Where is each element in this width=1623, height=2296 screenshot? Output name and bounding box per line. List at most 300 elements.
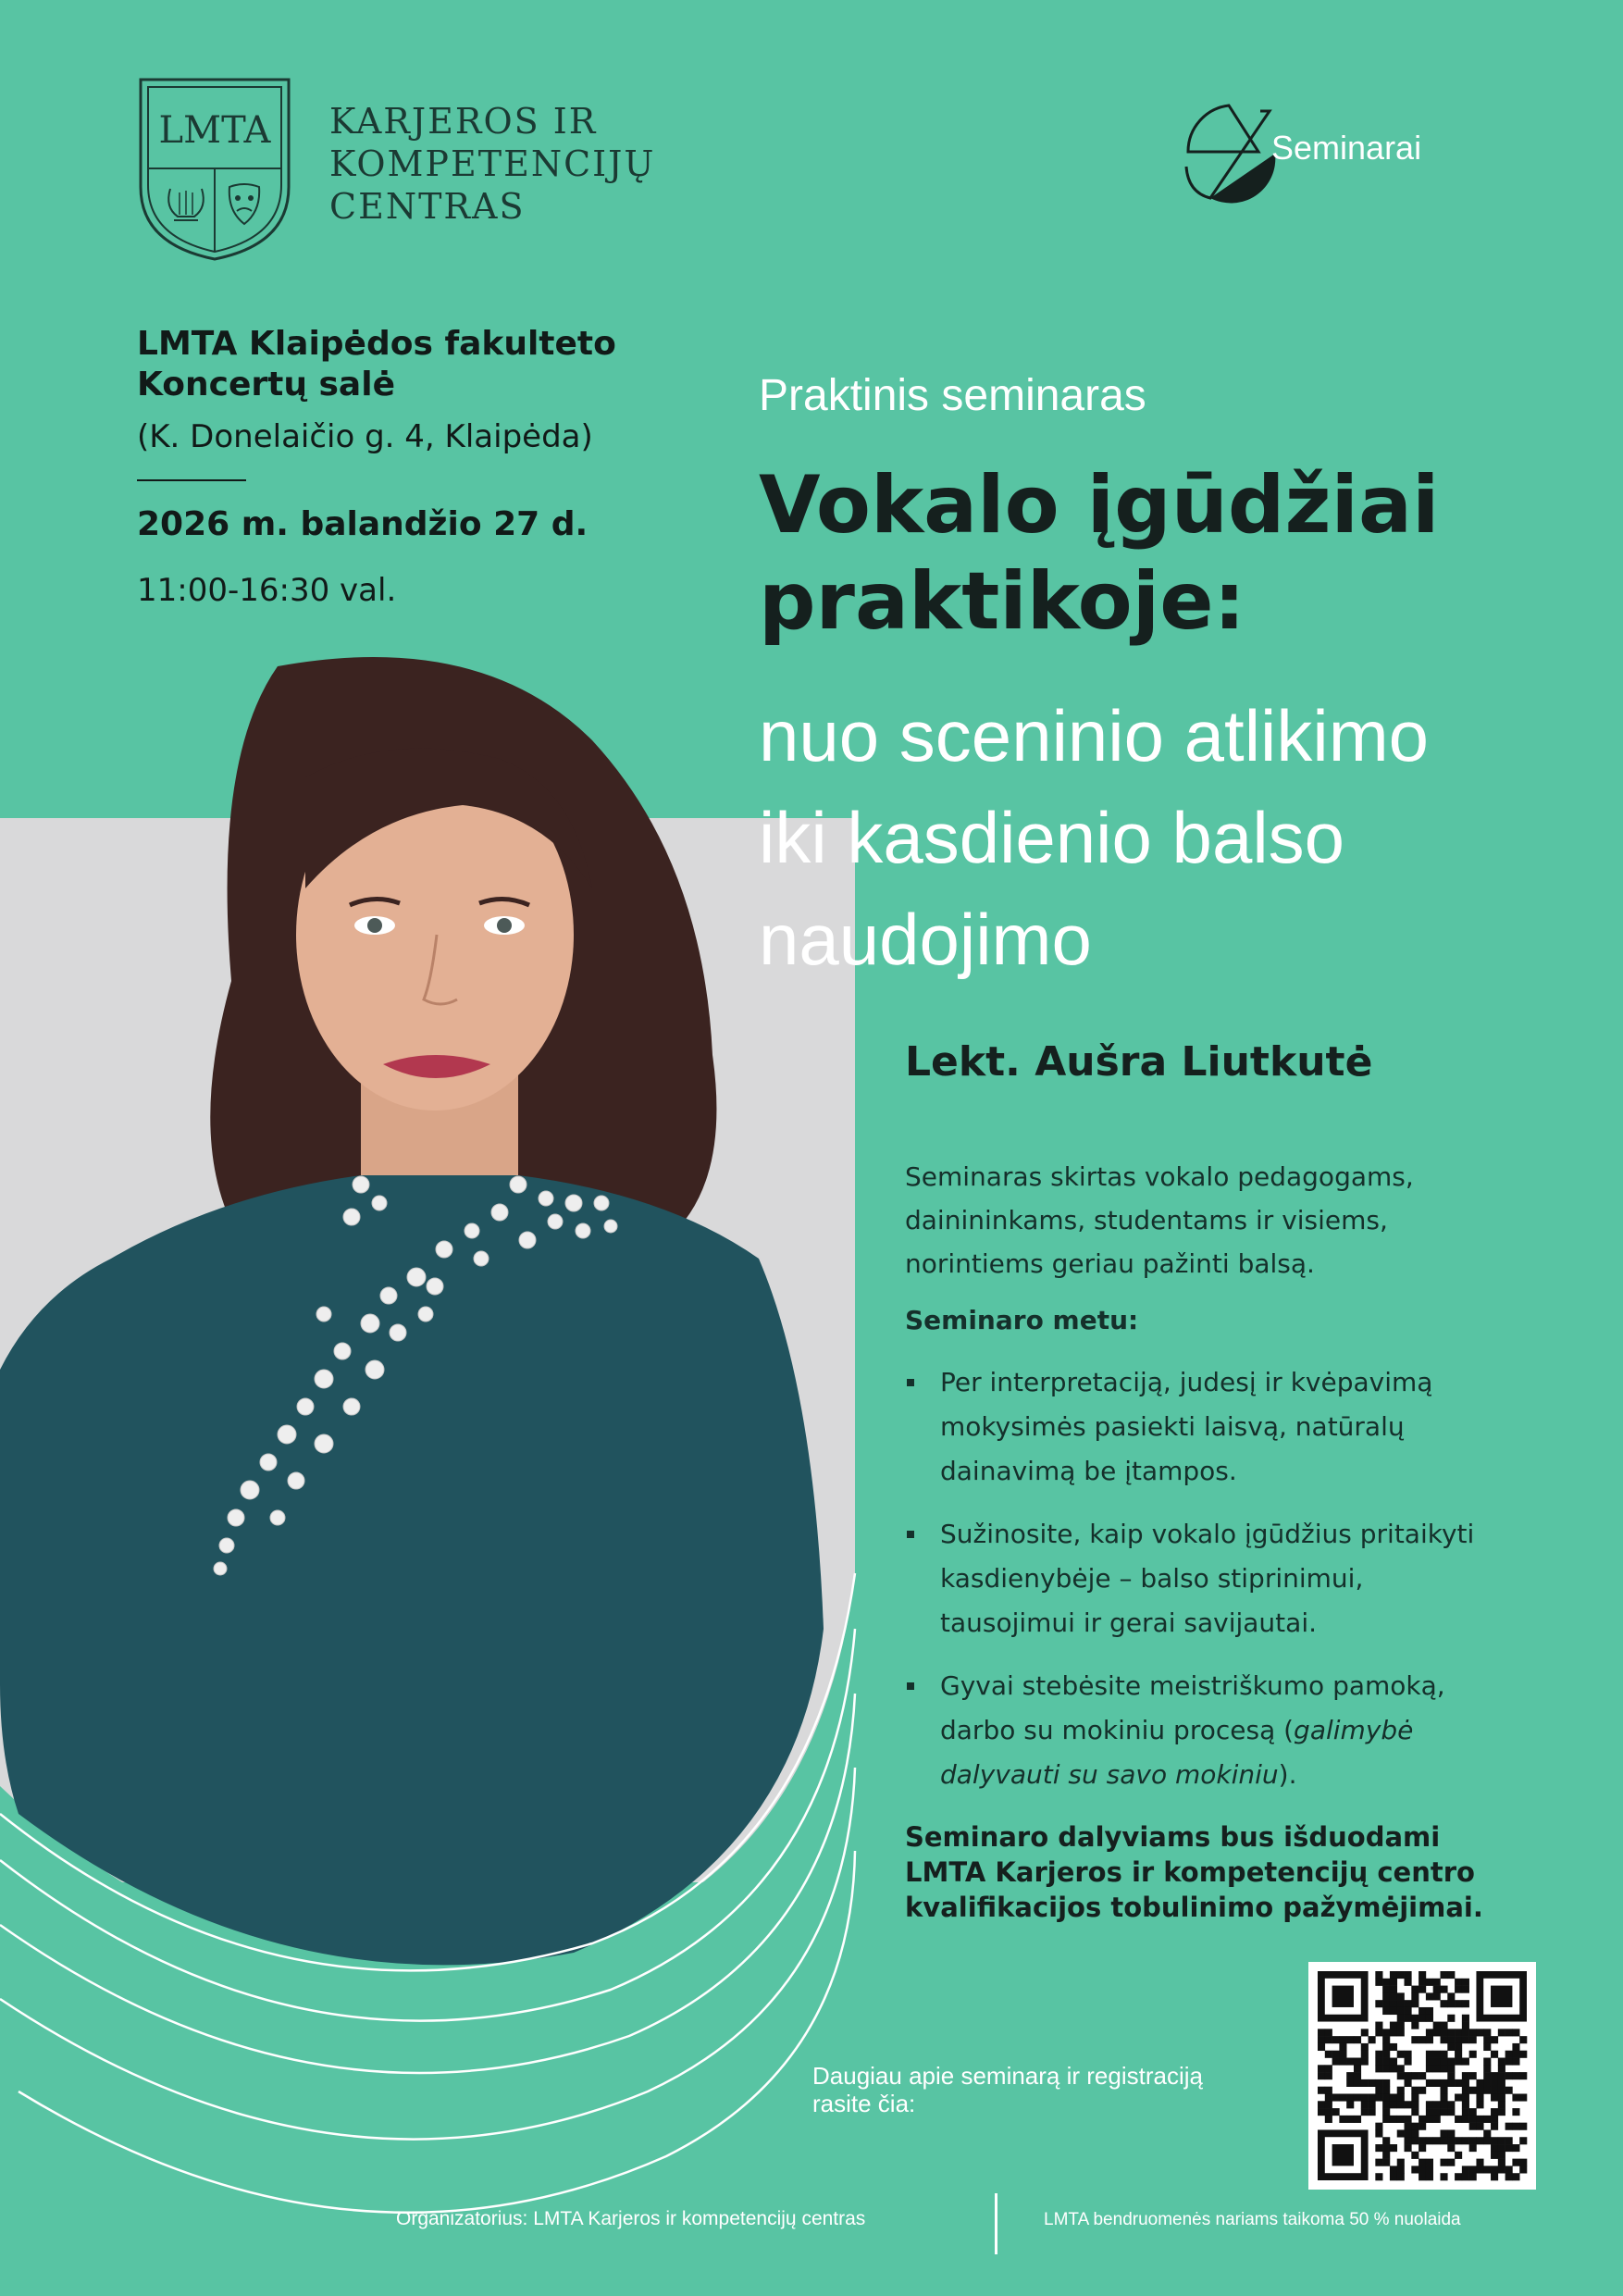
during-heading: Seminaro metu: <box>905 1305 1139 1335</box>
qr-module <box>1325 2072 1332 2079</box>
lecturer-portrait <box>0 648 870 2296</box>
qr-module <box>1419 2144 1426 2152</box>
qr-module <box>1440 2101 1447 2108</box>
qr-module <box>1455 2152 1462 2159</box>
qr-module <box>1411 2129 1419 2137</box>
bullet-line: tausojimui ir gerai savijautai. <box>940 1607 1317 1638</box>
qr-module <box>1440 1971 1447 1979</box>
qr-module <box>1354 2072 1361 2079</box>
qr-module <box>1433 2065 1441 2072</box>
qr-module <box>1483 2072 1491 2079</box>
qr-module <box>1440 2051 1447 2058</box>
qr-module <box>1519 2166 1527 2173</box>
qr-module <box>1462 1979 1469 1986</box>
qr-module <box>1339 2093 1346 2101</box>
qr-module <box>1375 2173 1382 2180</box>
qr-module <box>1369 2108 1376 2116</box>
qr-module <box>1447 1992 1455 2000</box>
discount-text: LMTA bendruomenės nariams taikoma 50 % nuolaida <box>1044 2210 1461 2229</box>
qr-module <box>1411 2015 1419 2022</box>
venue-line: LMTA Klaipėdos fakulteto <box>137 325 616 363</box>
qr-module <box>1491 2079 1498 2087</box>
qr-module <box>1397 2093 1405 2101</box>
qr-module <box>1440 2093 1447 2101</box>
qr-module <box>1433 2101 1441 2108</box>
qr-module <box>1483 2129 1491 2137</box>
qr-module <box>1455 2116 1462 2123</box>
qr-module <box>1361 2079 1369 2087</box>
qr-module <box>1491 2173 1498 2180</box>
qr-module <box>1469 2072 1477 2079</box>
qr-module <box>1318 2036 1325 2043</box>
qr-module <box>1411 2123 1419 2130</box>
intro-line: Seminaras skirtas vokalo pedagogams, <box>905 1161 1414 1192</box>
qr-module <box>1375 2058 1382 2066</box>
qr-module <box>1440 2058 1447 2066</box>
qr-module <box>1433 1986 1441 1993</box>
seminar-label: Seminarai <box>1271 129 1422 167</box>
qr-module <box>1483 2079 1491 2087</box>
certificate-line: kvalifikacijos tobulinimo pažymėjimai. <box>905 1892 1483 1923</box>
qr-module <box>1411 2137 1419 2144</box>
qr-module <box>1405 2079 1412 2087</box>
qr-module <box>1469 2144 1477 2152</box>
qr-module <box>1491 2087 1498 2094</box>
qr-module <box>1455 2137 1462 2144</box>
qr-module <box>1375 2000 1382 2007</box>
qr-module <box>1419 2072 1426 2079</box>
qr-module <box>1519 2072 1527 2079</box>
qr-module <box>1447 2058 1455 2066</box>
qr-module <box>1397 2051 1405 2058</box>
qr-module <box>1419 2123 1426 2130</box>
qr-module <box>1462 2058 1469 2066</box>
qr-module <box>1462 2087 1469 2094</box>
qr-module <box>1405 1979 1412 1986</box>
qr-module <box>1419 2173 1426 2180</box>
qr-module <box>1369 2036 1376 2043</box>
bullet-line: mokysimės pasiekti laisvą, natūralų <box>940 1411 1405 1442</box>
qr-module <box>1354 2036 1361 2043</box>
bullet-text: darbo su mokiniu procesą ( <box>940 1715 1295 1745</box>
qr-finder-pattern <box>1491 1986 1512 2007</box>
qr-module <box>1332 2093 1340 2101</box>
qr-module <box>1318 2108 1325 2116</box>
qr-module <box>1491 2036 1498 2043</box>
qr-module <box>1447 2137 1455 2144</box>
registration-info <box>812 2062 1294 2117</box>
qr-module <box>1433 2137 1441 2144</box>
qr-module <box>1426 2029 1433 2036</box>
qr-module <box>1491 2116 1498 2123</box>
qr-module <box>1375 2129 1382 2137</box>
qr-module <box>1411 1992 1419 2000</box>
qr-module <box>1519 2159 1527 2166</box>
qr-module <box>1411 1986 1419 1993</box>
qr-module <box>1512 2029 1519 2036</box>
qr-module <box>1491 2152 1498 2159</box>
lecturer-name: Lekt. Aušra Liutkutė <box>905 1038 1373 1086</box>
qr-module <box>1411 2072 1419 2079</box>
bullet-line <box>940 1753 1516 1797</box>
qr-module <box>1440 2108 1447 2116</box>
qr-module <box>1462 2022 1469 2029</box>
qr-module <box>1440 2079 1447 2087</box>
qr-module <box>1339 2116 1346 2123</box>
qr-module <box>1325 2093 1332 2101</box>
qr-module <box>1390 1979 1397 1986</box>
qr-module <box>1346 2101 1354 2108</box>
qr-module <box>1325 2108 1332 2116</box>
qr-module <box>1476 2093 1483 2101</box>
qr-module <box>1483 2137 1491 2144</box>
qr-module <box>1433 2108 1441 2116</box>
qr-module <box>1426 2058 1433 2066</box>
qr-module <box>1455 2079 1462 2087</box>
title-line: praktikoje: <box>759 555 1245 648</box>
qr-module <box>1483 2166 1491 2173</box>
qr-module <box>1469 2036 1477 2043</box>
qr-module <box>1426 2079 1433 2087</box>
qr-module <box>1505 2166 1513 2173</box>
qr-module <box>1405 2015 1412 2022</box>
certificate-note <box>905 1819 1534 1925</box>
qr-module <box>1419 2116 1426 2123</box>
qr-module <box>1405 2000 1412 2007</box>
qr-module <box>1390 2007 1397 2015</box>
bullet-text: ). <box>1278 1759 1297 1790</box>
qr-module <box>1455 2058 1462 2066</box>
qr-module <box>1440 2065 1447 2072</box>
qr-module <box>1491 2123 1498 2130</box>
qr-module <box>1483 2036 1491 2043</box>
qr-module <box>1462 2108 1469 2116</box>
qr-module <box>1498 2087 1505 2094</box>
qr-module <box>1505 2144 1513 2152</box>
qr-module <box>1469 2108 1477 2116</box>
qr-module <box>1390 2144 1397 2152</box>
qr-module <box>1382 2036 1390 2043</box>
qr-module <box>1483 2029 1491 2036</box>
qr-module <box>1411 2000 1419 2007</box>
career-center-name <box>329 100 655 228</box>
qr-module <box>1369 2093 1376 2101</box>
qr-module <box>1512 2072 1519 2079</box>
qr-module <box>1476 2087 1483 2094</box>
qr-module <box>1339 2043 1346 2051</box>
venue-address: (K. Donelaičio g. 4, Klaipėda) <box>137 418 593 455</box>
qr-module <box>1354 2116 1361 2123</box>
qr-module <box>1346 2058 1354 2066</box>
qr-module <box>1426 2036 1433 2043</box>
qr-module <box>1498 2029 1505 2036</box>
qr-finder-pattern <box>1332 2144 1354 2166</box>
qr-module <box>1512 2058 1519 2066</box>
qr-module <box>1361 2058 1369 2066</box>
qr-module <box>1405 2116 1412 2123</box>
qr-module <box>1419 2007 1426 2015</box>
qr-module <box>1397 2029 1405 2036</box>
qr-module <box>1354 2058 1361 2066</box>
qr-module <box>1483 2043 1491 2051</box>
qr-module <box>1455 2043 1462 2051</box>
qr-module <box>1455 2093 1462 2101</box>
registration-line: rasite čia: <box>812 2090 916 2117</box>
qr-module <box>1447 2159 1455 2166</box>
qr-module <box>1491 2166 1498 2173</box>
qr-module <box>1397 2173 1405 2180</box>
qr-module <box>1512 2093 1519 2101</box>
qr-module <box>1483 2065 1491 2072</box>
qr-module <box>1318 2087 1325 2094</box>
qr-module <box>1405 2058 1412 2066</box>
qr-module <box>1440 1986 1447 1993</box>
qr-module <box>1462 2079 1469 2087</box>
qr-module <box>1440 2000 1447 2007</box>
qr-module <box>1447 2015 1455 2022</box>
registration-line: Daugiau apie seminarą ir registraciją <box>812 2062 1203 2090</box>
qr-module <box>1397 2166 1405 2173</box>
qr-module <box>1382 2087 1390 2094</box>
qr-module <box>1339 2051 1346 2058</box>
qr-module <box>1419 2036 1426 2043</box>
qr-module <box>1433 2058 1441 2066</box>
qr-module <box>1354 2093 1361 2101</box>
qr-module <box>1419 2137 1426 2144</box>
qr-finder-pattern <box>1332 1986 1354 2007</box>
qr-module <box>1382 2152 1390 2159</box>
qr-module <box>1375 1979 1382 1986</box>
qr-module <box>1519 2036 1527 2043</box>
qr-module <box>1426 2015 1433 2022</box>
qr-module <box>1433 1992 1441 2000</box>
qr-module <box>1426 1992 1433 2000</box>
qr-module <box>1469 2029 1477 2036</box>
qr-module <box>1382 2116 1390 2123</box>
qr-module <box>1361 2101 1369 2108</box>
qr-module <box>1519 2093 1527 2101</box>
qr-module <box>1419 2159 1426 2166</box>
qr-module <box>1405 2123 1412 2130</box>
qr-module <box>1405 2007 1412 2015</box>
qr-module <box>1447 2079 1455 2087</box>
qr-module <box>1411 2093 1419 2101</box>
qr-module <box>1447 2129 1455 2137</box>
qr-module <box>1505 2087 1513 2094</box>
qr-module <box>1498 2079 1505 2087</box>
qr-module <box>1405 1971 1412 1979</box>
qr-module <box>1426 2065 1433 2072</box>
qr-module <box>1390 2029 1397 2036</box>
qr-module <box>1411 2087 1419 2094</box>
qr-module <box>1339 2036 1346 2043</box>
qr-module <box>1476 2123 1483 2130</box>
qr-module <box>1375 2159 1382 2166</box>
qr-module <box>1462 2015 1469 2022</box>
qr-module <box>1498 2065 1505 2072</box>
bullet-line: Sužinosite, kaip vokalo įgūdžius pritaikyti <box>940 1519 1475 1549</box>
qr-module <box>1375 2123 1382 2130</box>
qr-module <box>1397 2101 1405 2108</box>
qr-module <box>1505 2072 1513 2079</box>
qr-module <box>1462 2137 1469 2144</box>
qr-module <box>1382 2051 1390 2058</box>
qr-module <box>1332 2051 1340 2058</box>
qr-module <box>1476 2116 1483 2123</box>
qr-module <box>1447 2000 1455 2007</box>
qr-module <box>1455 1986 1462 1993</box>
qr-module <box>1419 2087 1426 2094</box>
qr-module <box>1462 2093 1469 2101</box>
qr-module <box>1382 2043 1390 2051</box>
bullet-line: kasdienybėje – balso stiprinimui, <box>940 1563 1364 1594</box>
qr-module <box>1447 2072 1455 2079</box>
qr-module <box>1411 2101 1419 2108</box>
qr-module <box>1382 2065 1390 2072</box>
qr-module <box>1419 2015 1426 2022</box>
qr-module <box>1426 2166 1433 2173</box>
qr-module <box>1498 2144 1505 2152</box>
qr-module <box>1483 2087 1491 2094</box>
qr-module <box>1505 2173 1513 2180</box>
qr-module <box>1318 2043 1325 2051</box>
qr-module <box>1382 2058 1390 2066</box>
qr-module <box>1397 2072 1405 2079</box>
qr-module <box>1440 2173 1447 2180</box>
qr-module <box>1455 1979 1462 1986</box>
qr-module <box>1505 2137 1513 2144</box>
bullet-italic-text: dalyvauti su savo mokiniu <box>940 1759 1279 1790</box>
qr-module <box>1426 1979 1433 1986</box>
qr-module <box>1462 2101 1469 2108</box>
qr-module <box>1498 2166 1505 2173</box>
qr-module <box>1405 2129 1412 2137</box>
qr-module <box>1369 2079 1376 2087</box>
qr-module <box>1505 2051 1513 2058</box>
qr-module <box>1325 2116 1332 2123</box>
qr-module <box>1318 2065 1325 2072</box>
qr-module <box>1491 2144 1498 2152</box>
qr-module <box>1354 2065 1361 2072</box>
qr-module <box>1375 2065 1382 2072</box>
qr-module <box>1426 2101 1433 2108</box>
qr-module <box>1382 2159 1390 2166</box>
qr-module <box>1339 2058 1346 2066</box>
venue <box>137 324 616 405</box>
bullet-italic-text: galimybė <box>1294 1715 1414 1745</box>
qr-module <box>1426 2137 1433 2144</box>
seminar-kicker: Praktinis seminaras <box>759 371 1146 420</box>
qr-module <box>1476 2159 1483 2166</box>
qr-module <box>1512 2144 1519 2152</box>
qr-module <box>1498 2137 1505 2144</box>
qr-module <box>1405 2144 1412 2152</box>
event-time: 11:00-16:30 val. <box>137 572 397 609</box>
qr-module <box>1375 2087 1382 2094</box>
registration-qr-code[interactable] <box>1308 1962 1536 2190</box>
qr-module <box>1462 2029 1469 2036</box>
qr-module <box>1491 2108 1498 2116</box>
qr-module <box>1390 2022 1397 2029</box>
qr-module <box>1462 2116 1469 2123</box>
qr-module <box>1476 2029 1483 2036</box>
qr-module <box>1390 1992 1397 2000</box>
qr-module <box>1346 2093 1354 2101</box>
qr-module <box>1512 2051 1519 2058</box>
subtitle-line: nuo sceninio atlikimo <box>759 695 1430 776</box>
bullet-line: Per interpretaciją, judesį ir kvėpavimą <box>940 1367 1433 1397</box>
qr-module <box>1447 2108 1455 2116</box>
qr-module <box>1390 2116 1397 2123</box>
qr-module <box>1382 2137 1390 2144</box>
qr-module <box>1382 2093 1390 2101</box>
bullet-line: Gyvai stebėsite meistriškumo pamoką, <box>940 1670 1445 1701</box>
qr-module <box>1346 2072 1354 2079</box>
qr-module <box>1469 2166 1477 2173</box>
qr-module <box>1405 2137 1412 2144</box>
qr-module <box>1469 2051 1477 2058</box>
bullet-item <box>905 1512 1516 1645</box>
qr-module <box>1411 2036 1419 2043</box>
qr-module <box>1405 2051 1412 2058</box>
venue-line: Koncertų salė <box>137 366 395 403</box>
qr-module <box>1440 2029 1447 2036</box>
qr-module <box>1469 2137 1477 2144</box>
qr-module <box>1411 2108 1419 2116</box>
qr-module <box>1397 2000 1405 2007</box>
qr-module <box>1390 2093 1397 2101</box>
qr-module <box>1397 2007 1405 2015</box>
title-line: Vokalo įgūdžiai <box>759 459 1440 552</box>
qr-module <box>1476 2079 1483 2087</box>
qr-module <box>1397 2015 1405 2022</box>
qr-module <box>1325 2029 1332 2036</box>
qr-module <box>1455 2000 1462 2007</box>
qr-module <box>1440 2022 1447 2029</box>
qr-module <box>1447 2101 1455 2108</box>
qr-module <box>1411 2166 1419 2173</box>
qr-module <box>1491 2137 1498 2144</box>
qr-module <box>1397 1971 1405 1979</box>
qr-module <box>1346 2079 1354 2087</box>
qr-module <box>1382 1992 1390 2000</box>
qr-module <box>1411 2152 1419 2159</box>
qr-module <box>1397 2087 1405 2094</box>
qr-module <box>1325 2087 1332 2094</box>
seminar-subtitle <box>759 685 1429 990</box>
qr-module <box>1476 2137 1483 2144</box>
center-name-line: KARJEROS IR <box>329 101 598 142</box>
qr-module <box>1498 2101 1505 2108</box>
qr-module <box>1512 2173 1519 2180</box>
qr-module <box>1440 2129 1447 2137</box>
qr-module <box>1505 2058 1513 2066</box>
qr-module <box>1462 2166 1469 2173</box>
qr-module <box>1426 2116 1433 2123</box>
qr-module <box>1512 2043 1519 2051</box>
qr-module <box>1519 2051 1527 2058</box>
qr-module <box>1455 2173 1462 2180</box>
qr-module <box>1447 2065 1455 2072</box>
qr-module <box>1469 2123 1477 2130</box>
qr-module <box>1440 2087 1447 2094</box>
qr-module <box>1361 2043 1369 2051</box>
bullet-line <box>940 1708 1516 1753</box>
organizer-text: Organizatorius: LMTA Karjeros ir kompetencijų centras <box>396 2208 866 2229</box>
qr-module <box>1390 2101 1397 2108</box>
subtitle-line: naudojimo <box>759 899 1092 980</box>
seminar-title <box>759 457 1440 650</box>
